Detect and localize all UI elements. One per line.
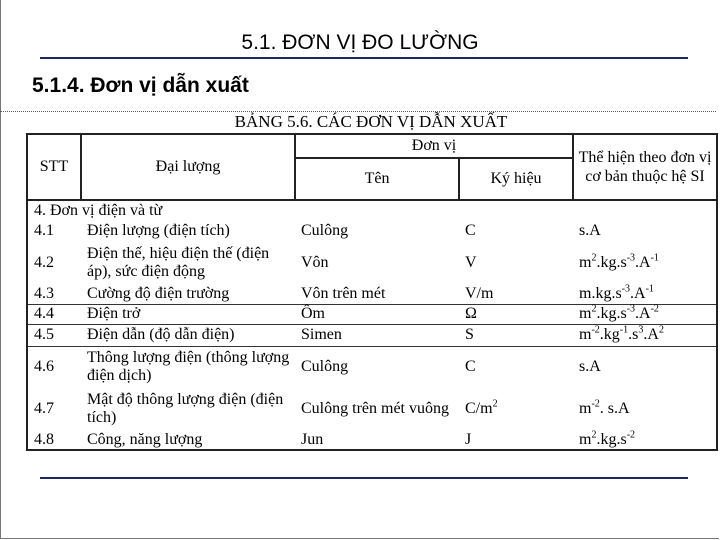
unit-name-cell: Vôn bbox=[301, 254, 329, 271]
si-expression-cell: $m^2.kg.s^{-3}.A^{-1}$ bbox=[573, 242, 717, 284]
title-underline bbox=[40, 57, 688, 59]
table-row bbox=[27, 242, 717, 284]
stt-cell: 4.3 bbox=[27, 284, 81, 304]
unit-symbol-cell: S bbox=[459, 324, 573, 346]
si-expression-cell: $m^2.kg.s^{-2}$ bbox=[573, 430, 717, 450]
table-caption: BẢNG 5.6. CÁC ĐƠN VỊ DẪN XUẤT bbox=[234, 112, 508, 131]
stt-cell: 4.8 bbox=[27, 430, 81, 450]
stt-cell: 4.6 bbox=[27, 346, 81, 388]
quantity-cell: Điện lượng (điện tích) bbox=[87, 222, 230, 239]
quantity-cell: Điện trở bbox=[81, 304, 295, 324]
table-body bbox=[27, 200, 717, 450]
table-row bbox=[27, 324, 717, 346]
stt-cell: 4.5 bbox=[27, 324, 81, 346]
quantity-cell: Điện dẫn (độ dẫn điện) bbox=[81, 324, 295, 346]
section-heading: 4. Đơn vị điện và từ bbox=[27, 200, 717, 220]
unit-name-cell: Vôn trên mét bbox=[295, 284, 459, 304]
unit-symbol-cell: Ω bbox=[459, 304, 573, 324]
si-expression-cell: s.A bbox=[573, 346, 717, 388]
unit-symbol-cell: V bbox=[465, 254, 477, 271]
unit-name-cell: Culông bbox=[301, 222, 349, 239]
unit-name-cell: Culông trên mét vuông bbox=[301, 400, 449, 417]
unit-symbol-cell: $C/m^2$ bbox=[465, 398, 498, 417]
header-quantity: Đại lượng bbox=[81, 134, 295, 200]
derived-units-table bbox=[26, 133, 716, 451]
table-row bbox=[27, 346, 717, 388]
si-expression-cell: $m^{-2}$. s.A bbox=[573, 388, 717, 430]
unit-name-cell: Jun bbox=[295, 430, 459, 450]
unit-name-cell: Simen bbox=[295, 324, 459, 346]
unit-name-cell: Culông bbox=[301, 358, 349, 376]
stt-cell: 4.7 bbox=[27, 388, 81, 430]
table-row bbox=[27, 220, 717, 242]
quantity-cell: Công, năng lượng bbox=[81, 430, 295, 450]
stt-cell: 4.2 bbox=[27, 242, 81, 284]
stt-cell: 4.1 bbox=[27, 220, 81, 242]
stt-cell: 4.4 bbox=[27, 304, 81, 324]
table-row bbox=[27, 430, 717, 450]
quantity-cell: Mật độ thông lượng điện (điện tích) bbox=[87, 391, 284, 426]
unit-symbol-cell: V/m bbox=[459, 284, 573, 304]
header-unit-name: Tên bbox=[295, 158, 459, 200]
unit-name-cell: Ôm bbox=[295, 304, 459, 324]
unit-symbol-cell: C bbox=[465, 358, 476, 376]
quantity-cell: Điện thế, hiệu điện thế (điện áp), sức điện động bbox=[87, 245, 270, 280]
unit-symbol-cell: J bbox=[459, 430, 573, 450]
table-row bbox=[27, 304, 717, 324]
section-subtitle: 5.1.4. Đơn vị dẫn xuất bbox=[32, 74, 249, 97]
bottom-rule bbox=[40, 477, 688, 479]
quantity-cell: Cường độ điện trường bbox=[81, 284, 295, 304]
table-row bbox=[27, 284, 717, 304]
si-expression-cell: s.A bbox=[573, 220, 717, 242]
quantity-cell: Thông lượng điện (thông lượng điện dịch) bbox=[87, 349, 290, 385]
header-unit: Đơn vị bbox=[295, 134, 573, 158]
si-expression-cell: $m^{-2}.kg^{-1}.s^3.A^2$ bbox=[573, 324, 717, 346]
unit-symbol-cell: C bbox=[465, 222, 476, 239]
header-stt: STT bbox=[27, 134, 81, 200]
table-row bbox=[27, 388, 717, 430]
slide-title: 5.1. ĐƠN VỊ ĐO LƯỜNG bbox=[241, 31, 479, 54]
header-unit-symbol: Ký hiệu bbox=[459, 158, 573, 200]
header-si-expression: Thể hiện theo đơn vị cơ bản thuộc hệ SI bbox=[573, 134, 717, 200]
si-expression-cell: $m^2.kg.s^{-3}.A^{-2}$ bbox=[573, 304, 717, 324]
si-expression-cell: $m.kg.s^{-3}.A^{-1}$ bbox=[573, 284, 717, 304]
